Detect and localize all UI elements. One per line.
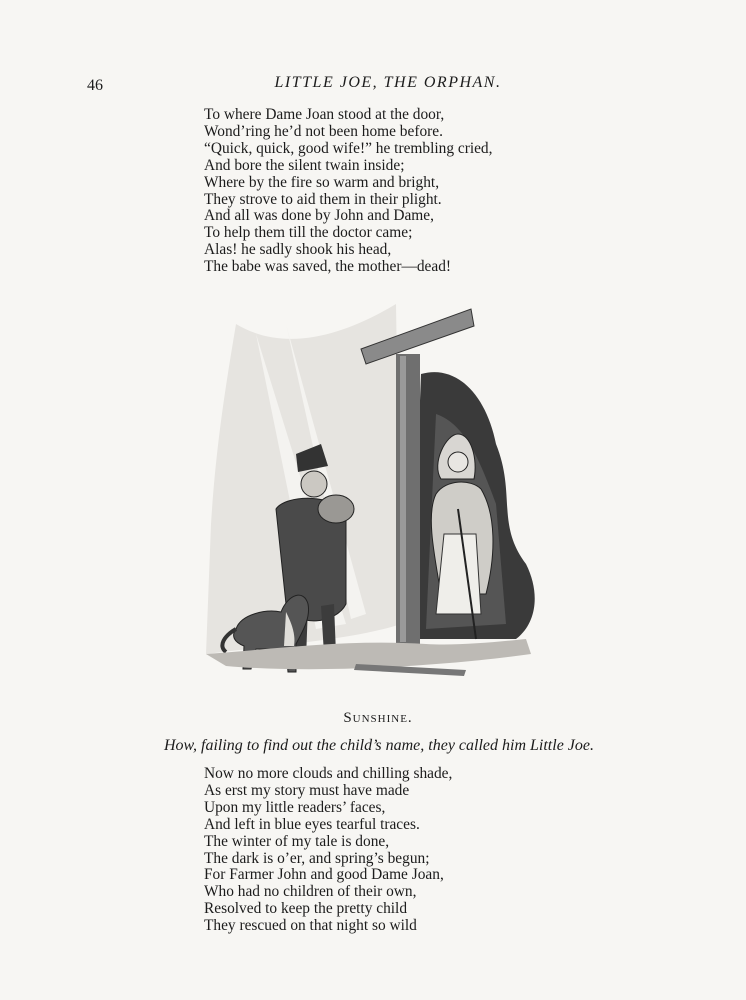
verse-line: Upon my little readers’ faces, bbox=[204, 798, 386, 816]
verse-line: Alas! he sadly shook his head, bbox=[204, 241, 392, 259]
verse-line: And all was done by John and Dame, bbox=[204, 207, 434, 225]
verse-line: Resolved to keep the pretty child bbox=[204, 900, 408, 918]
verse-line: Who had no children of their own, bbox=[204, 883, 417, 901]
verse-line: For Farmer John and good Dame Joan, bbox=[204, 866, 444, 884]
verse-line: They strove to aid them in their plight. bbox=[204, 190, 442, 208]
verse-line: Wond’ring he’d not been home before. bbox=[204, 122, 443, 140]
verse-line: Where by the fire so warm and bright, bbox=[204, 173, 440, 191]
verse-bottom bbox=[204, 766, 452, 935]
verse-line: “Quick, quick, good wife!” he trembling cried, bbox=[204, 139, 493, 157]
section-title: Sunshine. bbox=[343, 710, 413, 726]
verse-line: The winter of my tale is done, bbox=[204, 832, 390, 850]
verse-line: They rescued on that night so wild bbox=[204, 917, 417, 935]
section-subtitle: How, failing to find out the child’s name, they called him Little Joe. bbox=[163, 737, 594, 754]
verse-top bbox=[204, 107, 492, 276]
verse-line: To where Dame Joan stood at the door, bbox=[204, 106, 445, 123]
verse-line: The babe was saved, the mother—dead! bbox=[204, 258, 452, 276]
page-number: 46 bbox=[87, 77, 103, 94]
verse-line: Now no more clouds and chilling shade, bbox=[204, 765, 453, 782]
verse-line: The dark is o’er, and spring’s begun; bbox=[204, 849, 430, 867]
verse-line: And bore the silent twain inside; bbox=[204, 156, 405, 174]
door-post bbox=[396, 354, 420, 644]
verse-line: As erst my story must have made bbox=[204, 781, 410, 799]
verse-line: And left in blue eyes tearful traces. bbox=[204, 815, 420, 833]
doorway-illustration bbox=[196, 294, 546, 688]
verse-line: To help them till the doctor came; bbox=[204, 224, 413, 242]
running-title: LITTLE JOE, THE ORPHAN. bbox=[274, 74, 502, 91]
